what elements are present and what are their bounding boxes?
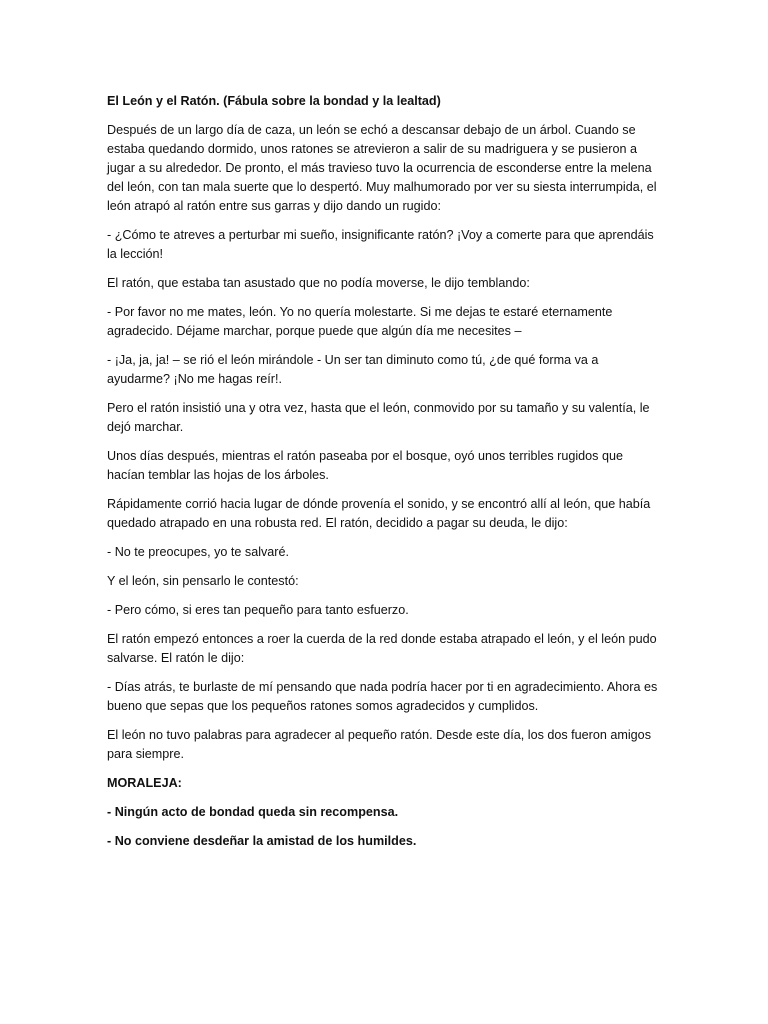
document-page <box>107 92 663 861</box>
paragraph: Rápidamente corrió hacia lugar de dónde provenía el sonido, y se encontró allí al león, que había quedado atrapado en una robusta red. El ratón, decidido a pagar su deuda, le dijo: <box>107 497 651 530</box>
paragraph: El ratón empezó entonces a roer la cuerda de la red donde estaba atrapado el león, y el león pudo salvarse. El ratón le dijo: <box>107 632 657 665</box>
paragraph: - No te preocupes, yo te salvaré. <box>107 545 290 559</box>
paragraph: El ratón, que estaba tan asustado que no podía moverse, le dijo temblando: <box>107 276 530 290</box>
moral-item: - No conviene desdeñar la amistad de los humildes. <box>107 834 417 848</box>
paragraph: Pero el ratón insistió una y otra vez, hasta que el león, conmovido por su tamaño y su valentía, le dejó marchar. <box>107 401 650 434</box>
document-title: El León y el Ratón. (Fábula sobre la bondad y la lealtad) <box>107 94 441 108</box>
paragraph: - Por favor no me mates, león. Yo no quería molestarte. Si me dejas te estaré eternamente agradecido. Déjame marchar, porque puede que algún día me necesites – <box>107 305 613 338</box>
paragraph: Y el león, sin pensarlo le contestó: <box>107 574 299 588</box>
moral-heading: MORALEJA: <box>107 776 182 790</box>
paragraph: Después de un largo día de caza, un león se echó a descansar debajo de un árbol. Cuando se estaba quedando dormido, unos ratones se atrevieron a salir de su madriguera y se pusieron a jugar a su alrededor. De pronto, el más travieso tuvo la ocurrencia de esconderse entre la melena del león, con tan mala suerte que lo despertó. Muy malhumorado por ver su siesta interrumpida, el león atrapó al ratón entre sus garras y dijo dando un rugido: <box>107 123 657 213</box>
paragraph: El león no tuvo palabras para agradecer al pequeño ratón. Desde este día, los dos fueron amigos para siempre. <box>107 728 651 761</box>
paragraph: Unos días después, mientras el ratón paseaba por el bosque, oyó unos terribles rugidos que hacían temblar las hojas de los árboles. <box>107 449 623 482</box>
paragraph: - Pero cómo, si eres tan pequeño para tanto esfuerzo. <box>107 603 409 617</box>
paragraph: - ¡Ja, ja, ja! – se rió el león mirándole - Un ser tan diminuto como tú, ¿de qué forma va a ayudarme? ¡No me hagas reír!. <box>107 353 599 386</box>
paragraph: - Días atrás, te burlaste de mí pensando que nada podría hacer por ti en agradecimiento. Ahora es bueno que sepas que los pequeños ratones somos agradecidos y cumplidos. <box>107 680 658 713</box>
paragraph: - ¿Cómo te atreves a perturbar mi sueño, insignificante ratón? ¡Voy a comerte para que aprendáis la lección! <box>107 228 654 261</box>
moral-item: - Ningún acto de bondad queda sin recompensa. <box>107 805 399 819</box>
